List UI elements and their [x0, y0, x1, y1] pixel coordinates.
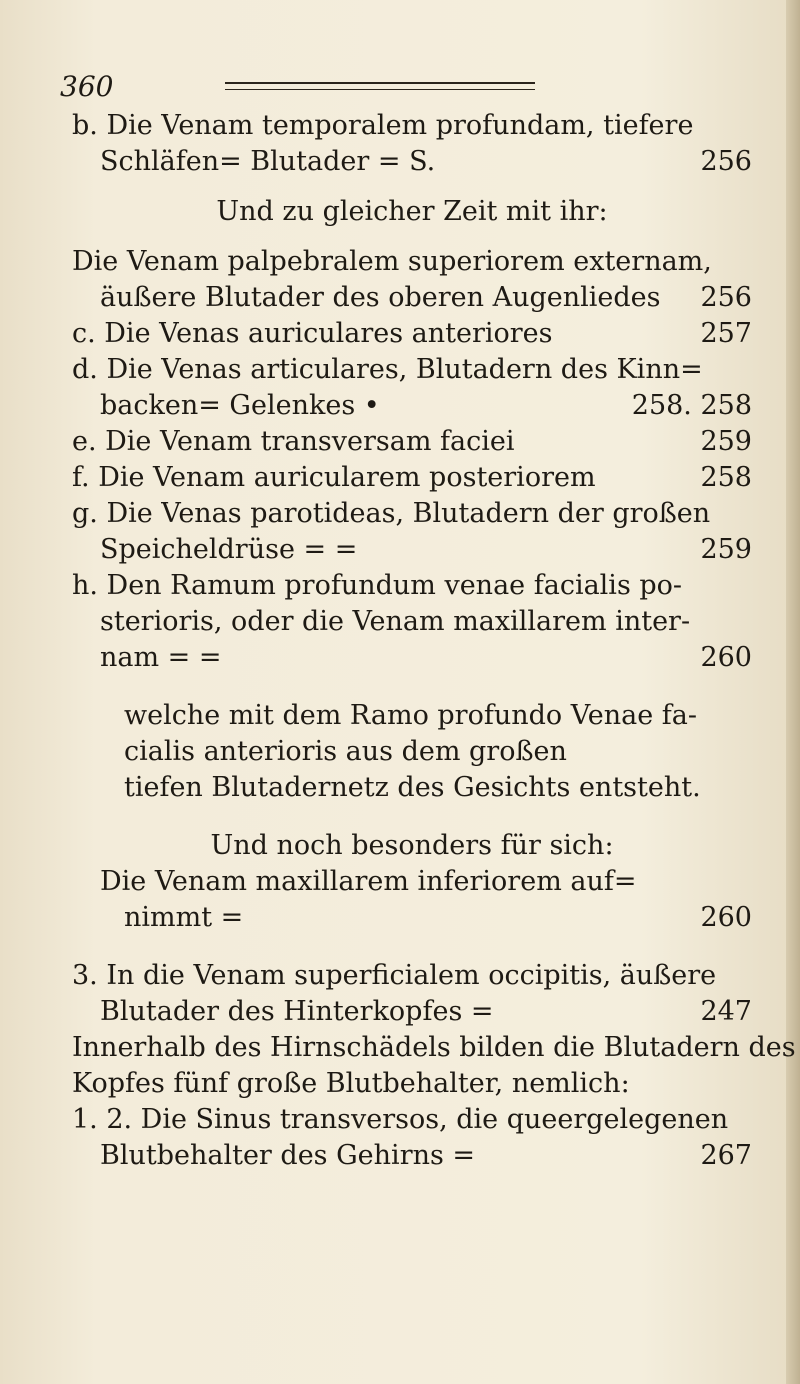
text-line: Schläfen= Blutader = S. 256 — [100, 146, 752, 177]
text-line: Innerhalb des Hirnschädels bilden die Blutadern des — [72, 1032, 796, 1063]
page-number: 360 — [60, 70, 114, 103]
text-line: Speicheldrüse = = 259 — [100, 534, 752, 565]
text-line: g. Die Venas parotideas, Blutadern der großen — [72, 498, 711, 529]
text-line: 3. In die Venam superficialem occipitis, äußere — [72, 960, 717, 991]
text-line: sterioris, oder die Venam maxillarem inter- — [100, 606, 691, 637]
text-line: 1. 2. Die Sinus transversos, die queergelegenen — [72, 1104, 729, 1135]
text-line: tiefen Blutadernetz des Gesichts entsteht. — [124, 772, 701, 803]
text-line: welche mit dem Ramo profundo Venae fa- — [124, 700, 697, 731]
text-line: nam = = 260 — [100, 642, 752, 673]
text-line: c. Die Venas auriculares anteriores 257 — [72, 318, 752, 349]
text-body — [72, 108, 796, 1174]
text-line: h. Den Ramum profundum venae facialis po- — [72, 570, 683, 601]
text-line: Die Venam palpebralem superiorem externam, — [72, 246, 712, 277]
text-line: Blutbehalter des Gehirns = 267 — [100, 1140, 752, 1171]
text-line: e. Die Venam transversam faciei 259 — [72, 426, 752, 457]
text-line: Kopfes fünf große Blutbehalter, nemlich: — [72, 1068, 630, 1099]
text-line: cialis anterioris aus dem großen — [124, 736, 567, 767]
section-heading: Und zu gleicher Zeit mit ihr: — [216, 196, 608, 227]
text-line: äußere Blutader des oberen Augenliedes 256 — [100, 282, 752, 313]
page-edge — [786, 0, 800, 1384]
section-heading: Und noch besonders für sich: — [210, 830, 614, 861]
text-line: b. Die Venam temporalem profundam, tiefere — [72, 110, 694, 141]
text-line: f. Die Venam auricularem posteriorem 258 — [72, 462, 752, 493]
text-line: nimmt = 260 — [124, 902, 752, 933]
text-line: Blutader des Hinterkopfes = 247 — [100, 996, 752, 1027]
text-line: backen= Gelenkes • 258. 258 — [100, 390, 752, 421]
header-rule — [225, 82, 535, 90]
text-line: Die Venam maxillarem inferiorem auf= — [100, 866, 637, 897]
text-line: d. Die Venas articulares, Blutadern des Kinn= — [72, 354, 703, 385]
